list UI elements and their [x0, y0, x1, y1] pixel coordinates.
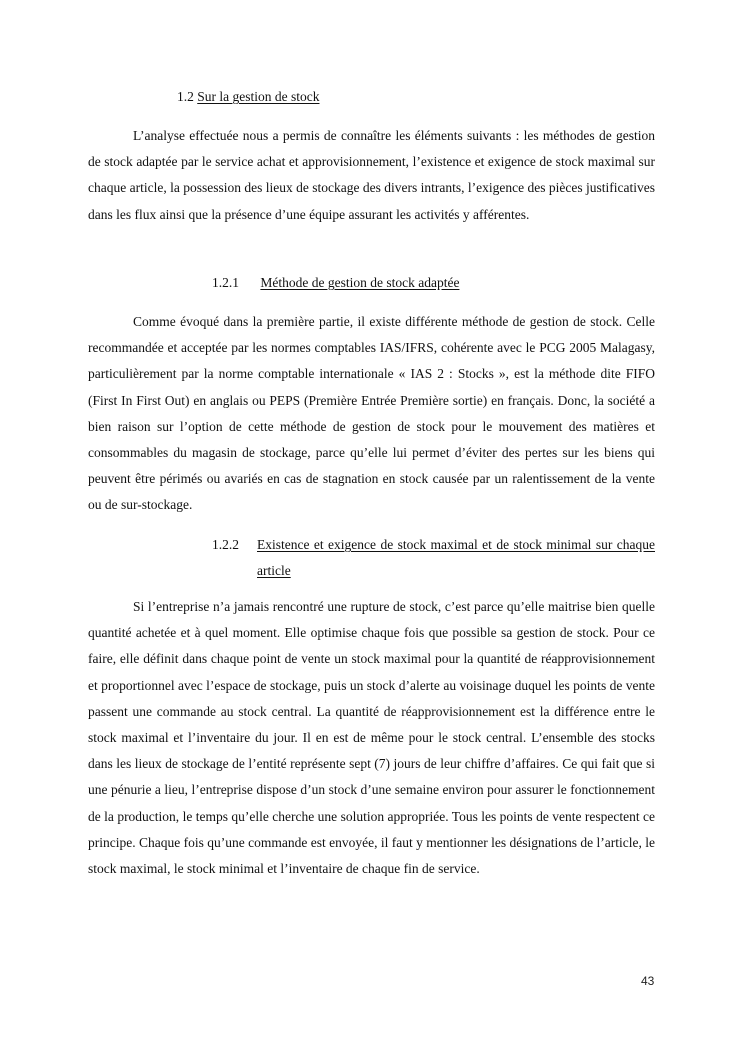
- section-number: 1.2.2: [212, 537, 239, 552]
- section-title: Existence et exigence de stock maximal et de stock minimal sur chaque article: [257, 537, 655, 578]
- section-heading-1-2-1: [212, 274, 459, 292]
- paragraph-method: [88, 309, 655, 519]
- paragraph-text: L’analyse effectuée nous a permis de connaître les éléments suivants : les méthodes de gestion de stock adaptée par le service achat et approvisionnement, l’existence et exigence de stock maximal sur chaque article, la possession des lieux de stockage des divers intrants, l’exigence des pièces justificatives dans les flux ainsi que la présence d’une équipe assurant les activités y afférentes.: [88, 128, 655, 222]
- paragraph-text: Si l’entreprise n’a jamais rencontré une rupture de stock, c’est parce qu’elle maitrise bien quelle quantité achetée et à quel moment. Elle optimise chaque fois que possible sa gestion de stock. Pour ce faire, elle définit dans chaque point de vente un stock maximal pour la quantité de réapprovisionnement et proportionnel avec l’espace de stockage, puis un stock d’alerte au voisinage duquel les points de vente passent une commande au stock central. La quantité de réapprovisionnement est la différence entre le stock maximal et l’inventaire du jour. Il en est de même pour le stock central. L’ensemble des stocks dans les lieux de stockage de l’entité représente sept (7) jours de leur chiffre d’affaires. Ce qui fait que si une pénurie a lieu, l’entreprise dispose d’un stock d’une semaine environ pour assurer le fonctionnement de la production, le temps qu’elle cherche une solution appropriée. Tous les points de vente respectent ce principe. Chaque fois qu’une commande est envoyée, il faut y mentionner les désignations de l’article, le stock maximal, le stock minimal et l’inventaire de chaque fin de service.: [88, 599, 655, 877]
- section-heading-1-2: [177, 88, 319, 106]
- paragraph-stock-max: [88, 594, 655, 882]
- page-number: 43: [641, 974, 655, 988]
- paragraph-text: Comme évoqué dans la première partie, il existe différente méthode de gestion de stock. Celle recommandée et acceptée par les normes comptables IAS/IFRS, cohérente avec le PCG 2005 Malagasy, particulièrement par la norme comptable internationale « IAS 2 : Stocks », est la méthode dite FIFO (First In First Out) en anglais ou PEPS (Première Entrée Première sortie) en français. Donc, la société a bien raison sur l’option de cette méthode de gestion de stock pour le mouvement des matières et consommables du magasin de stockage, parce qu’elle lui permet d’éviter des pertes sur les biens qui peuvent être périmés ou avariés en cas de stagnation en stock causée par un ralentissement de la vente ou de sur-stockage.: [88, 314, 655, 513]
- section-number: 1.2.1: [212, 275, 239, 290]
- section-number: 1.2: [177, 89, 194, 104]
- section-title: Méthode de gestion de stock adaptée: [260, 275, 460, 290]
- paragraph-analysis: [88, 123, 655, 228]
- section-title: Sur la gestion de stock: [197, 89, 320, 104]
